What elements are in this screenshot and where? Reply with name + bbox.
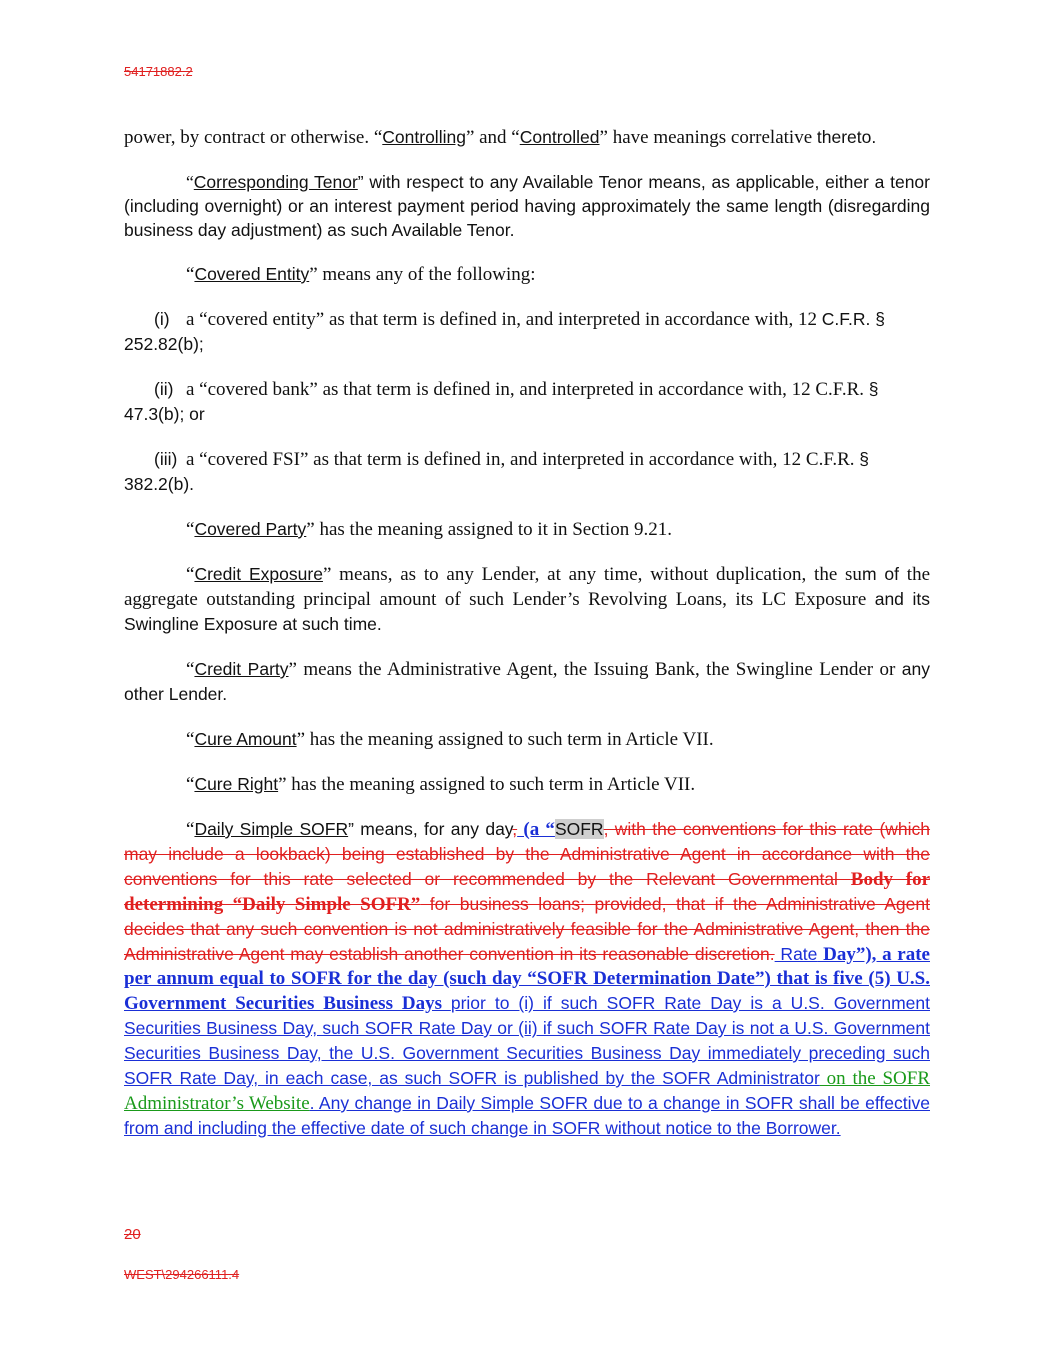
text: ” has the meaning assigned to such term in Article VII. (278, 774, 696, 795)
text: ” has the meaning assigned to it in Section 9.21. (306, 519, 672, 540)
document-body (124, 125, 930, 1161)
definition-covered-party (124, 517, 930, 542)
list-item (124, 447, 930, 497)
inserted-text: Day”), a rate per annum equal to SOFR for the day (such day “SOFR Determination Date”) that is five (5) U.S. Government Securities Business Days (124, 944, 930, 1014)
text: the aggregate outstanding principal amount of such Lender’s Revolving Loans, its LC Exposure (124, 564, 931, 610)
deleted-text: Body for determining “Daily Simple SOFR” (124, 869, 931, 915)
text: ” has the meaning assigned to such term in Article VII. (296, 729, 714, 750)
text: ” have meanings correlative (599, 127, 817, 148)
text: “ (186, 819, 195, 840)
text: “ (186, 729, 195, 750)
text: thereto. (816, 127, 877, 147)
deleted-text: , with the conventions for this rate (which may include a lookback) being established by the Administrative Agent in accordance with the conventions for this rate selected or recommended by the Relevant Governmental (124, 819, 931, 889)
list-item-number: (i) (154, 309, 170, 329)
term-cure-right: Cure Right (194, 774, 279, 794)
list-item-number: (ii) (154, 379, 174, 399)
text: power, by contract or otherwise. “ (124, 127, 383, 148)
text: § 47.3(b); or (124, 379, 879, 424)
text: “ (186, 564, 195, 585)
term-credit-party: Credit Party (194, 659, 289, 679)
term-corresponding-tenor: Corresponding Tenor (193, 172, 358, 192)
inserted-text: prior to (i) if such SOFR Rate Day is a U.S. Government Securities Business Day, such SOFR Rate Day or (ii) if such SOFR Rate Day is not a U.S. Government Securities Business Day, the U.S. Government Securities Business Day immediately preceding such SOFR Rate Day, in each case, as such SOFR is published by the SOFR Administrator (124, 993, 930, 1088)
inserted-text: . Any change in Daily Simple SOFR due to a change in SOFR shall be effective from and including the effective date of such change in SOFR without notice to the Borrower. (124, 1093, 930, 1138)
text: a “covered entity” as that term is defined in, and interpreted in accordance with, 12 (186, 309, 822, 330)
text: “ (186, 519, 195, 540)
text: ” means any of the following: (309, 264, 536, 285)
inserted-text: (a “ (517, 819, 555, 840)
text: “ (186, 659, 195, 680)
deleted-text: , (512, 819, 518, 839)
list-item-number: (iii) (154, 449, 178, 469)
term-credit-exposure: Credit Exposure (194, 564, 323, 584)
definition-corresponding-tenor (124, 170, 930, 242)
text: and its Swingline Exposure at such time. (124, 589, 930, 634)
text: ” means the Administrative Agent, the Issuing Bank, the Swingline Lender or (288, 659, 902, 680)
text: a “covered bank” as that term is defined in, and interpreted in accordance with, 12 C.F.R. (186, 379, 869, 400)
term-daily-simple-sofr: Daily Simple SOFR (194, 819, 349, 839)
term-covered-entity: Covered Entity (194, 264, 310, 284)
text: C.F.R. § 252.82(b); (124, 309, 885, 354)
term-cure-amount: Cure Amount (194, 729, 297, 749)
highlighted-text: SOFR (554, 819, 604, 839)
deleted-text: for business loans; provided, that if the Administrative Agent decides that any such convention is not administratively feasible for the Administrative Agent, then the Administrative Agent may establish another convention in its reasonable discretion. (124, 894, 930, 964)
header-doc-id: 54171882.2 (124, 64, 193, 79)
paragraph-power (124, 125, 930, 150)
page-number: 20 (124, 1226, 141, 1243)
definition-covered-entity (124, 262, 930, 287)
term-covered-party: Covered Party (194, 519, 307, 539)
text: any other Lender. (124, 659, 930, 704)
definition-cure-right (124, 772, 930, 797)
text: “ (186, 774, 195, 795)
text: § 382.2(b). (124, 449, 870, 494)
inserted-text: Rate (774, 944, 818, 964)
text: “ (186, 264, 195, 285)
text: ” means, as to any Lender, at any time, without duplication, the su (322, 564, 862, 585)
text: ” and “ (465, 127, 520, 148)
definition-daily-simple-sofr (124, 817, 930, 1141)
list-item (124, 377, 930, 427)
text: “ (186, 172, 194, 192)
text: ” means, for any day (348, 819, 513, 839)
term-controlled: Controlled (519, 127, 600, 147)
text: ” with respect to any Available Tenor means, as applicable, either a tenor (including overnight) or an interest payment period having approximately the same length (disregarding business day adjustment) as such Available Tenor. (124, 172, 930, 240)
definition-credit-exposure (124, 562, 930, 637)
list-item (124, 307, 930, 357)
definition-credit-party (124, 657, 930, 707)
moved-text: on the SOFR Administrator’s Website (124, 1068, 930, 1114)
text: m of (861, 564, 900, 584)
term-controlling: Controlling (382, 127, 466, 147)
text: a “covered FSI” as that term is defined in, and interpreted in accordance with, 12 C.F.R. (186, 449, 860, 470)
footer-doc-id: WEST\294266111.4 (124, 1267, 240, 1282)
definition-cure-amount (124, 727, 930, 752)
